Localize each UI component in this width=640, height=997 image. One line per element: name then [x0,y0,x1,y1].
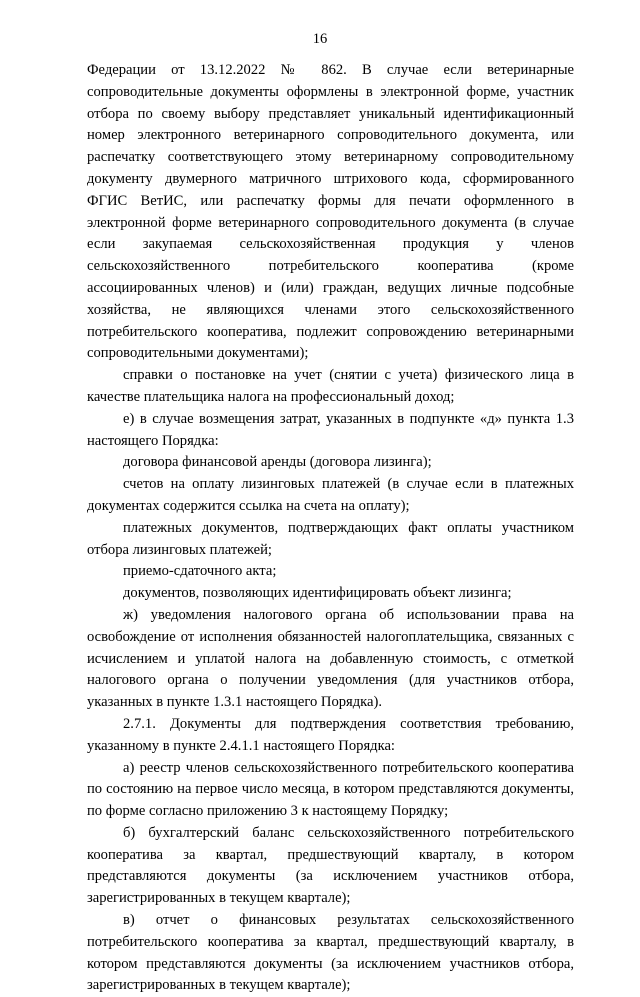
paragraph-item-b-balance-sheet: б) бухгалтерский баланс сельскохозяйственного потребительского кооператива за квартал, предшествующий кварталу, в котором представляются документы (за исключением участников отбора, зарегистрированных в текущем квартале); [87,824,574,907]
page-number: 16 [312,31,328,47]
paragraph-item-zh-tax-notice: ж) уведомления налогового органа об использовании права на освобождение от исполнения обязанностей налогоплательщика, связанных с исчислением и уплатой налога на добавленную стоимость, с отметкой налогового органа о получении уведомления (для участников отбора, указанных в пункте 1.3.1 настоящего Порядка). [87,606,574,711]
paragraph-leasing-contract: договора финансовой аренды (договора лизинга); [123,454,432,471]
paragraph-continuation-veterinary-documents: Федерации от 13.12.2022 № 862. В случае если ветеринарные сопроводительные документы оформлены в электронной форме, участник отбора по своему выбору представляет уникальный идентификационный номер электронного ветеринарного сопроводительного документа, или распечатку соответствующего этому ветеринарному сопроводительному документу двумерного матричного штрихового кода, сформированного ФГИС ВетИС, или распечатку формы для печати оформленного в электронной форме ветеринарного сопроводительного документа (в случае если закупаемая сельскохозяйственная продукция у членов сельскохозяйственного потребительского кооператива (кроме ассоциированных членов) и (или) граждан, ведущих личные подсобные хозяйства, не являющихся членами этого сельскохозяйственного потребительского кооператива, подлежит сопровождению ветеринарными сопроводительными документами); [87,62,574,362]
paragraph-item-a-member-register: а) реестр членов сельскохозяйственного потребительского кооператива по состоянию на первое число месяца, в котором представляются документы, по форме согласно приложению 3 к настоящему Порядку; [87,759,574,820]
paragraph-tax-registration-certificate: справки о постановке на учет (снятии с учета) физического лица в качестве плательщика налога на профессиональный доход; [87,367,574,405]
paragraph-item-v-financial-results: в) отчет о финансовых результатах сельскохозяйственного потребительского кооператива за квартал, предшествующий кварталу, в котором представляются документы (за исключением участников отбора, зарегистрированных в текущем квартале); [87,912,574,994]
paragraph-leasing-object-identification: документов, позволяющих идентифицировать объект лизинга; [123,585,512,602]
paragraph-section-2-7-1: 2.7.1. Документы для подтверждения соответствия требованию, указанному в пункте 2.4.1.1 настоящего Порядка: [87,715,574,754]
paragraph-item-e-leasing-costs: е) в случае возмещения затрат, указанных в подпункте «д» пункта 1.3 настоящего Порядка: [87,410,574,449]
document-body [87,60,574,997]
paragraph-payment-documents: платежных документов, подтверждающих факт оплаты участником отбора лизинговых платежей; [87,519,574,558]
paragraph-leasing-invoices: счетов на оплату лизинговых платежей (в случае если в платежных документах содержится ссылка на счета на оплату); [87,476,574,514]
paragraph-acceptance-act: приемо-сдаточного акта; [123,563,277,580]
